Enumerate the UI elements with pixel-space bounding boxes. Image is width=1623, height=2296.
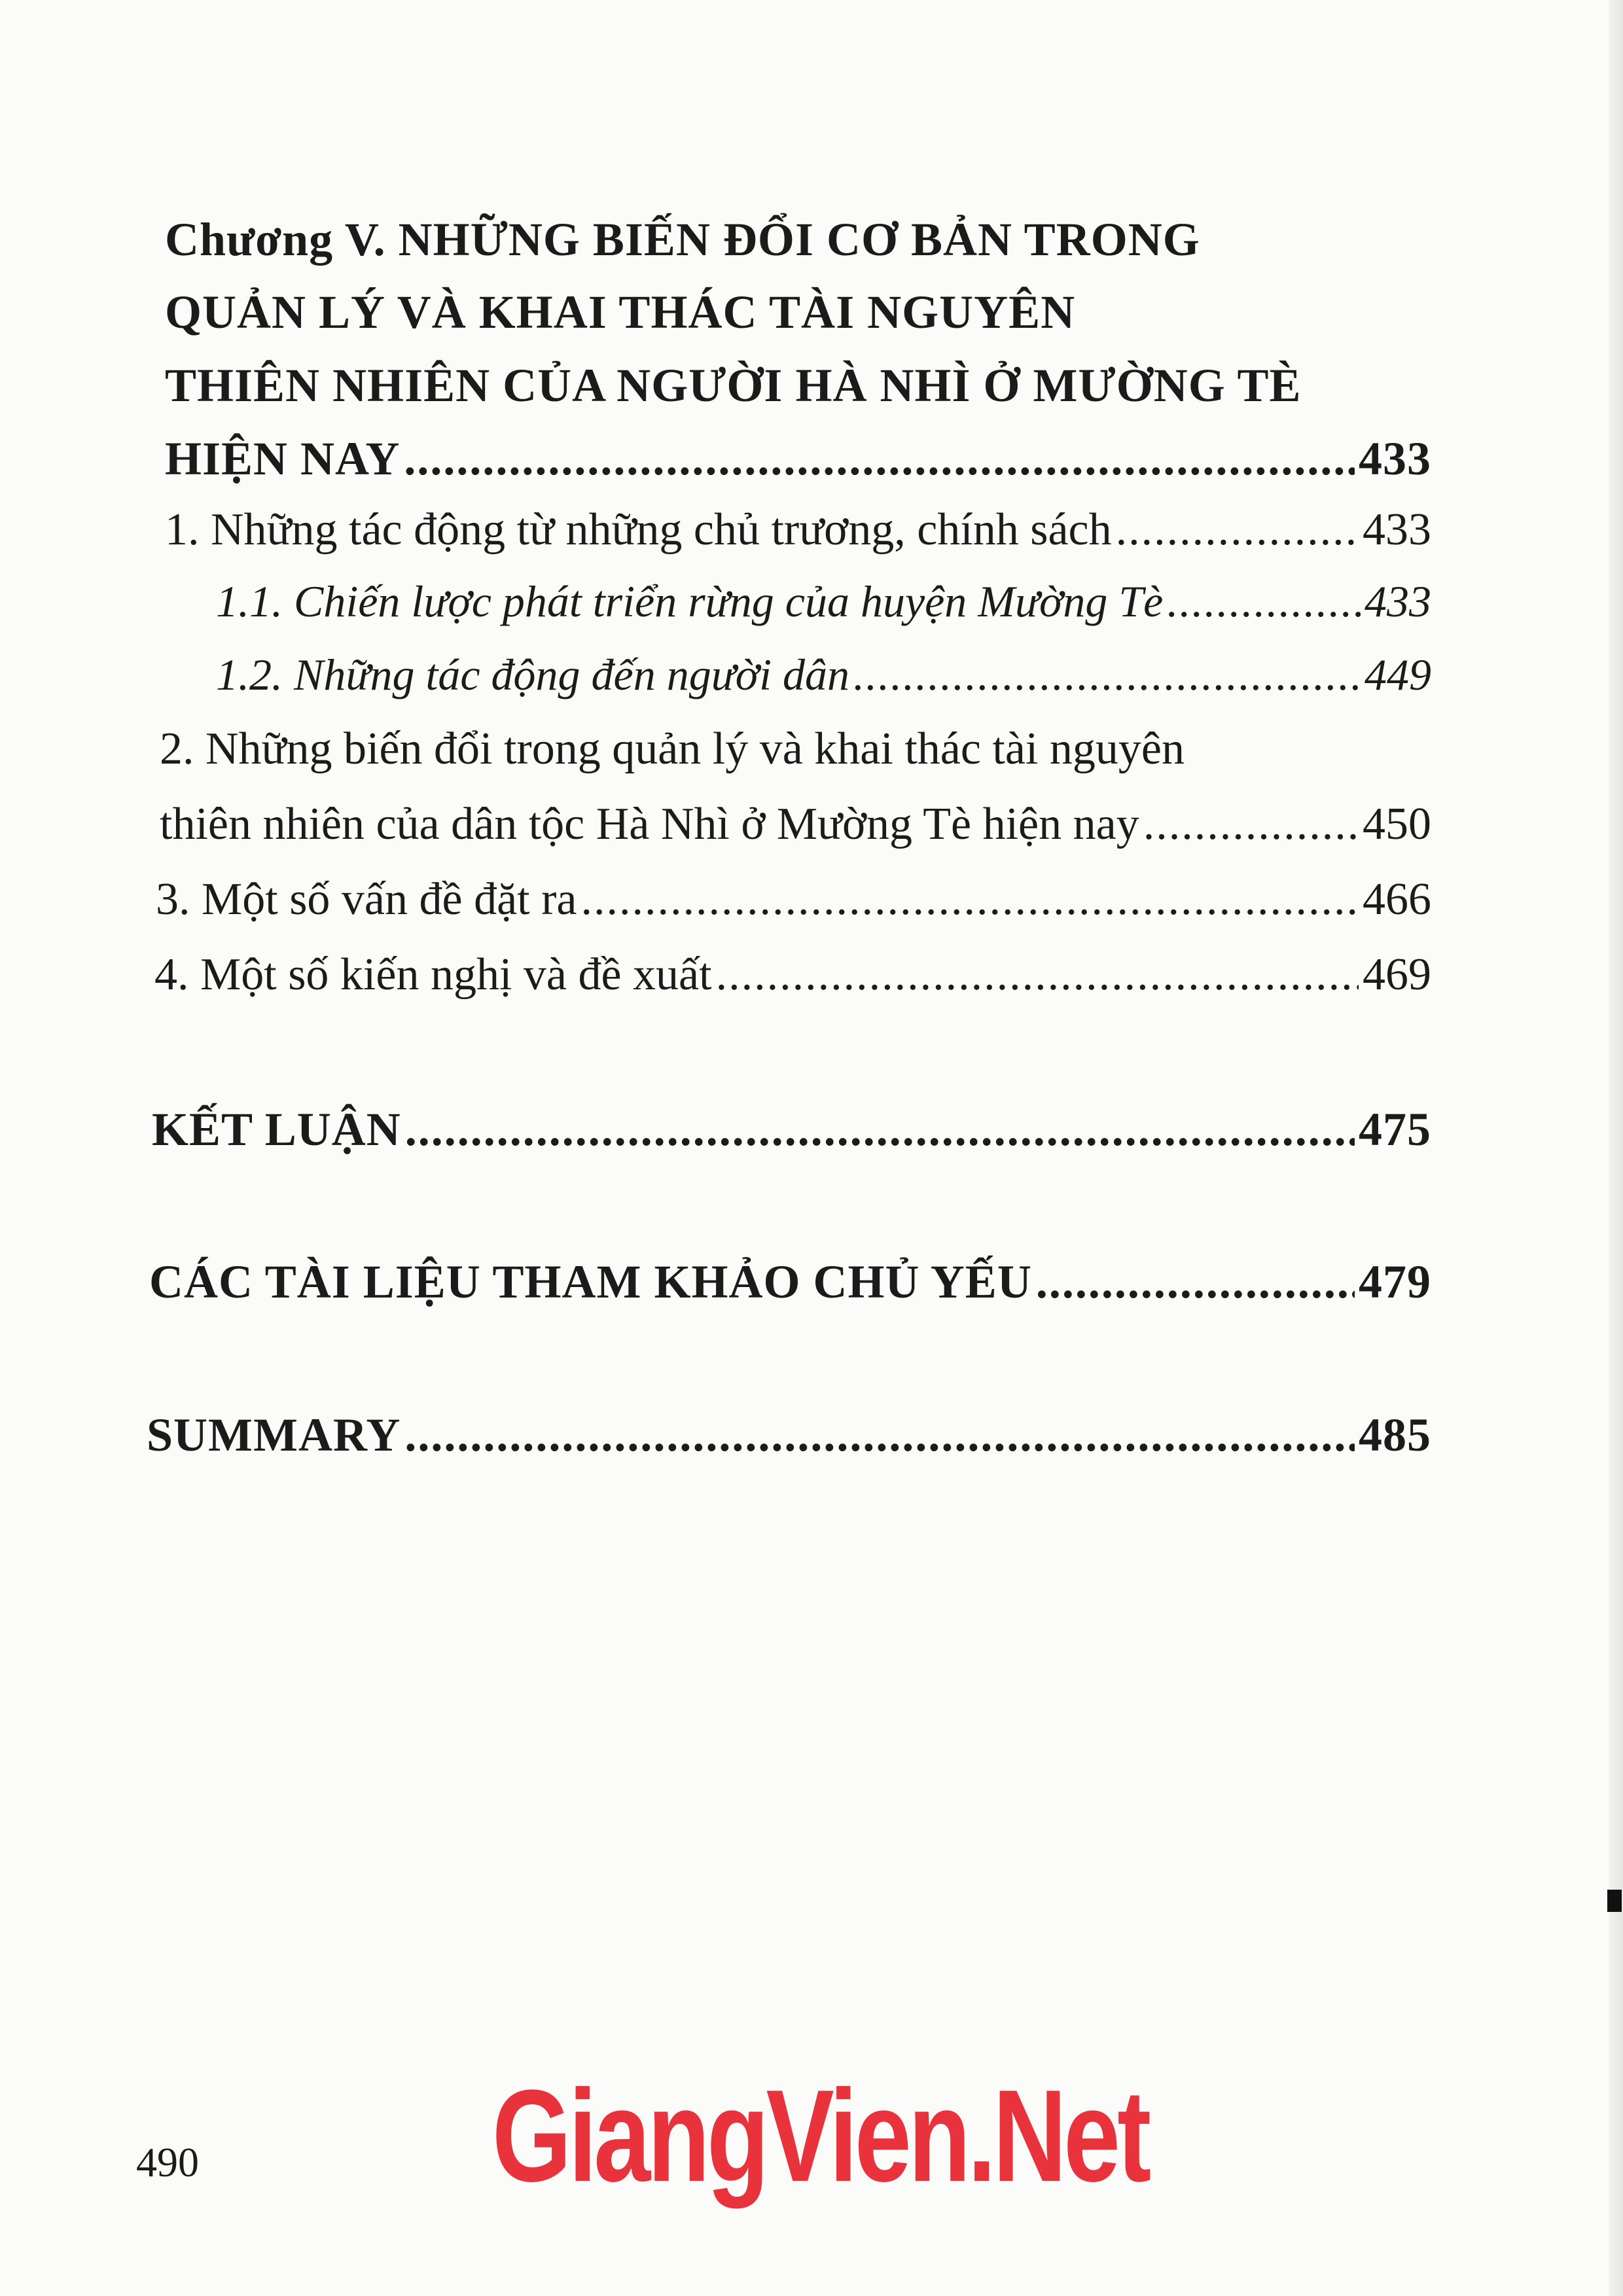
- page-number: 490: [136, 2139, 199, 2185]
- toc-entry-chapter5[interactable]: [165, 432, 1431, 486]
- toc-entry-1-1[interactable]: [216, 576, 1431, 627]
- dot-leader: [716, 949, 1359, 1001]
- dot-leader: [405, 1103, 1355, 1157]
- toc-entry-page: 485: [1359, 1409, 1431, 1461]
- toc-entry-summary[interactable]: [147, 1408, 1431, 1462]
- toc-entry-1-2[interactable]: [216, 649, 1431, 701]
- toc-entry-title: KẾT LUẬN: [152, 1103, 401, 1156]
- toc-entry-page: 479: [1359, 1256, 1431, 1308]
- toc-entry-page: 475: [1359, 1103, 1431, 1156]
- dot-leader: [1116, 504, 1359, 556]
- toc-entry-title: 1. Những tác động từ những chủ trương, chính sách: [165, 504, 1112, 555]
- toc-entry-title: thiên nhiên của dân tộc Hà Nhì ở Mường Tè hiện nay: [160, 799, 1139, 849]
- toc-entry-3[interactable]: [156, 874, 1431, 926]
- toc-entry-title: HIỆN NAY: [165, 433, 401, 485]
- toc-entry-2[interactable]: [160, 798, 1431, 851]
- toc-entry-title: CÁC TÀI LIỆU THAM KHẢO CHỦ YẾU: [149, 1256, 1032, 1308]
- dot-leader: [404, 1408, 1355, 1462]
- toc-entry-2-line1: 2. Những biến đổi trong quản lý và khai thác tài nguyên: [160, 724, 1185, 774]
- toc-entry-title: 4. Một số kiến nghị và đề xuất: [154, 949, 712, 1000]
- toc-entry-title: SUMMARY: [147, 1409, 401, 1461]
- toc-entry-4[interactable]: [154, 949, 1431, 1001]
- toc-entry-page: 433: [1364, 576, 1431, 626]
- toc-entry-title: 1.2. Những tác động đến người dân: [216, 650, 849, 699]
- toc-entry-page: 449: [1364, 650, 1431, 699]
- dot-leader: [1143, 798, 1359, 851]
- dot-leader: [1167, 576, 1361, 627]
- toc-entry-page: 433: [1359, 433, 1431, 485]
- chapter5-title-line3: THIÊN NHIÊN CỦA NGƯỜI HÀ NHÌ Ở MƯỜNG TÈ: [165, 359, 1302, 412]
- toc-entry-references[interactable]: [149, 1255, 1431, 1309]
- dot-leader: [404, 432, 1355, 486]
- toc-entry-page: 433: [1363, 504, 1431, 555]
- dot-leader: [853, 649, 1361, 701]
- toc-entry-title: 3. Một số vấn đề đặt ra: [156, 874, 577, 925]
- toc-entry-title: 1.1. Chiến lược phát triển rừng của huyện Mường Tè: [216, 576, 1164, 626]
- toc-entry-conclusion[interactable]: [152, 1103, 1431, 1157]
- watermark-text: GiangVien.Net: [492, 2063, 1149, 2209]
- toc-entry-page: 469: [1363, 949, 1431, 1000]
- toc-entry-page: 450: [1363, 799, 1431, 849]
- dot-leader: [580, 874, 1359, 926]
- toc-entry-1[interactable]: [165, 504, 1431, 556]
- chapter5-title-line1: Chương V. NHỮNG BIẾN ĐỔI CƠ BẢN TRONG: [165, 213, 1200, 266]
- chapter5-title-line2: QUẢN LÝ VÀ KHAI THÁC TÀI NGUYÊN: [165, 286, 1076, 338]
- toc-entry-page: 466: [1363, 874, 1431, 925]
- dot-leader: [1036, 1255, 1355, 1309]
